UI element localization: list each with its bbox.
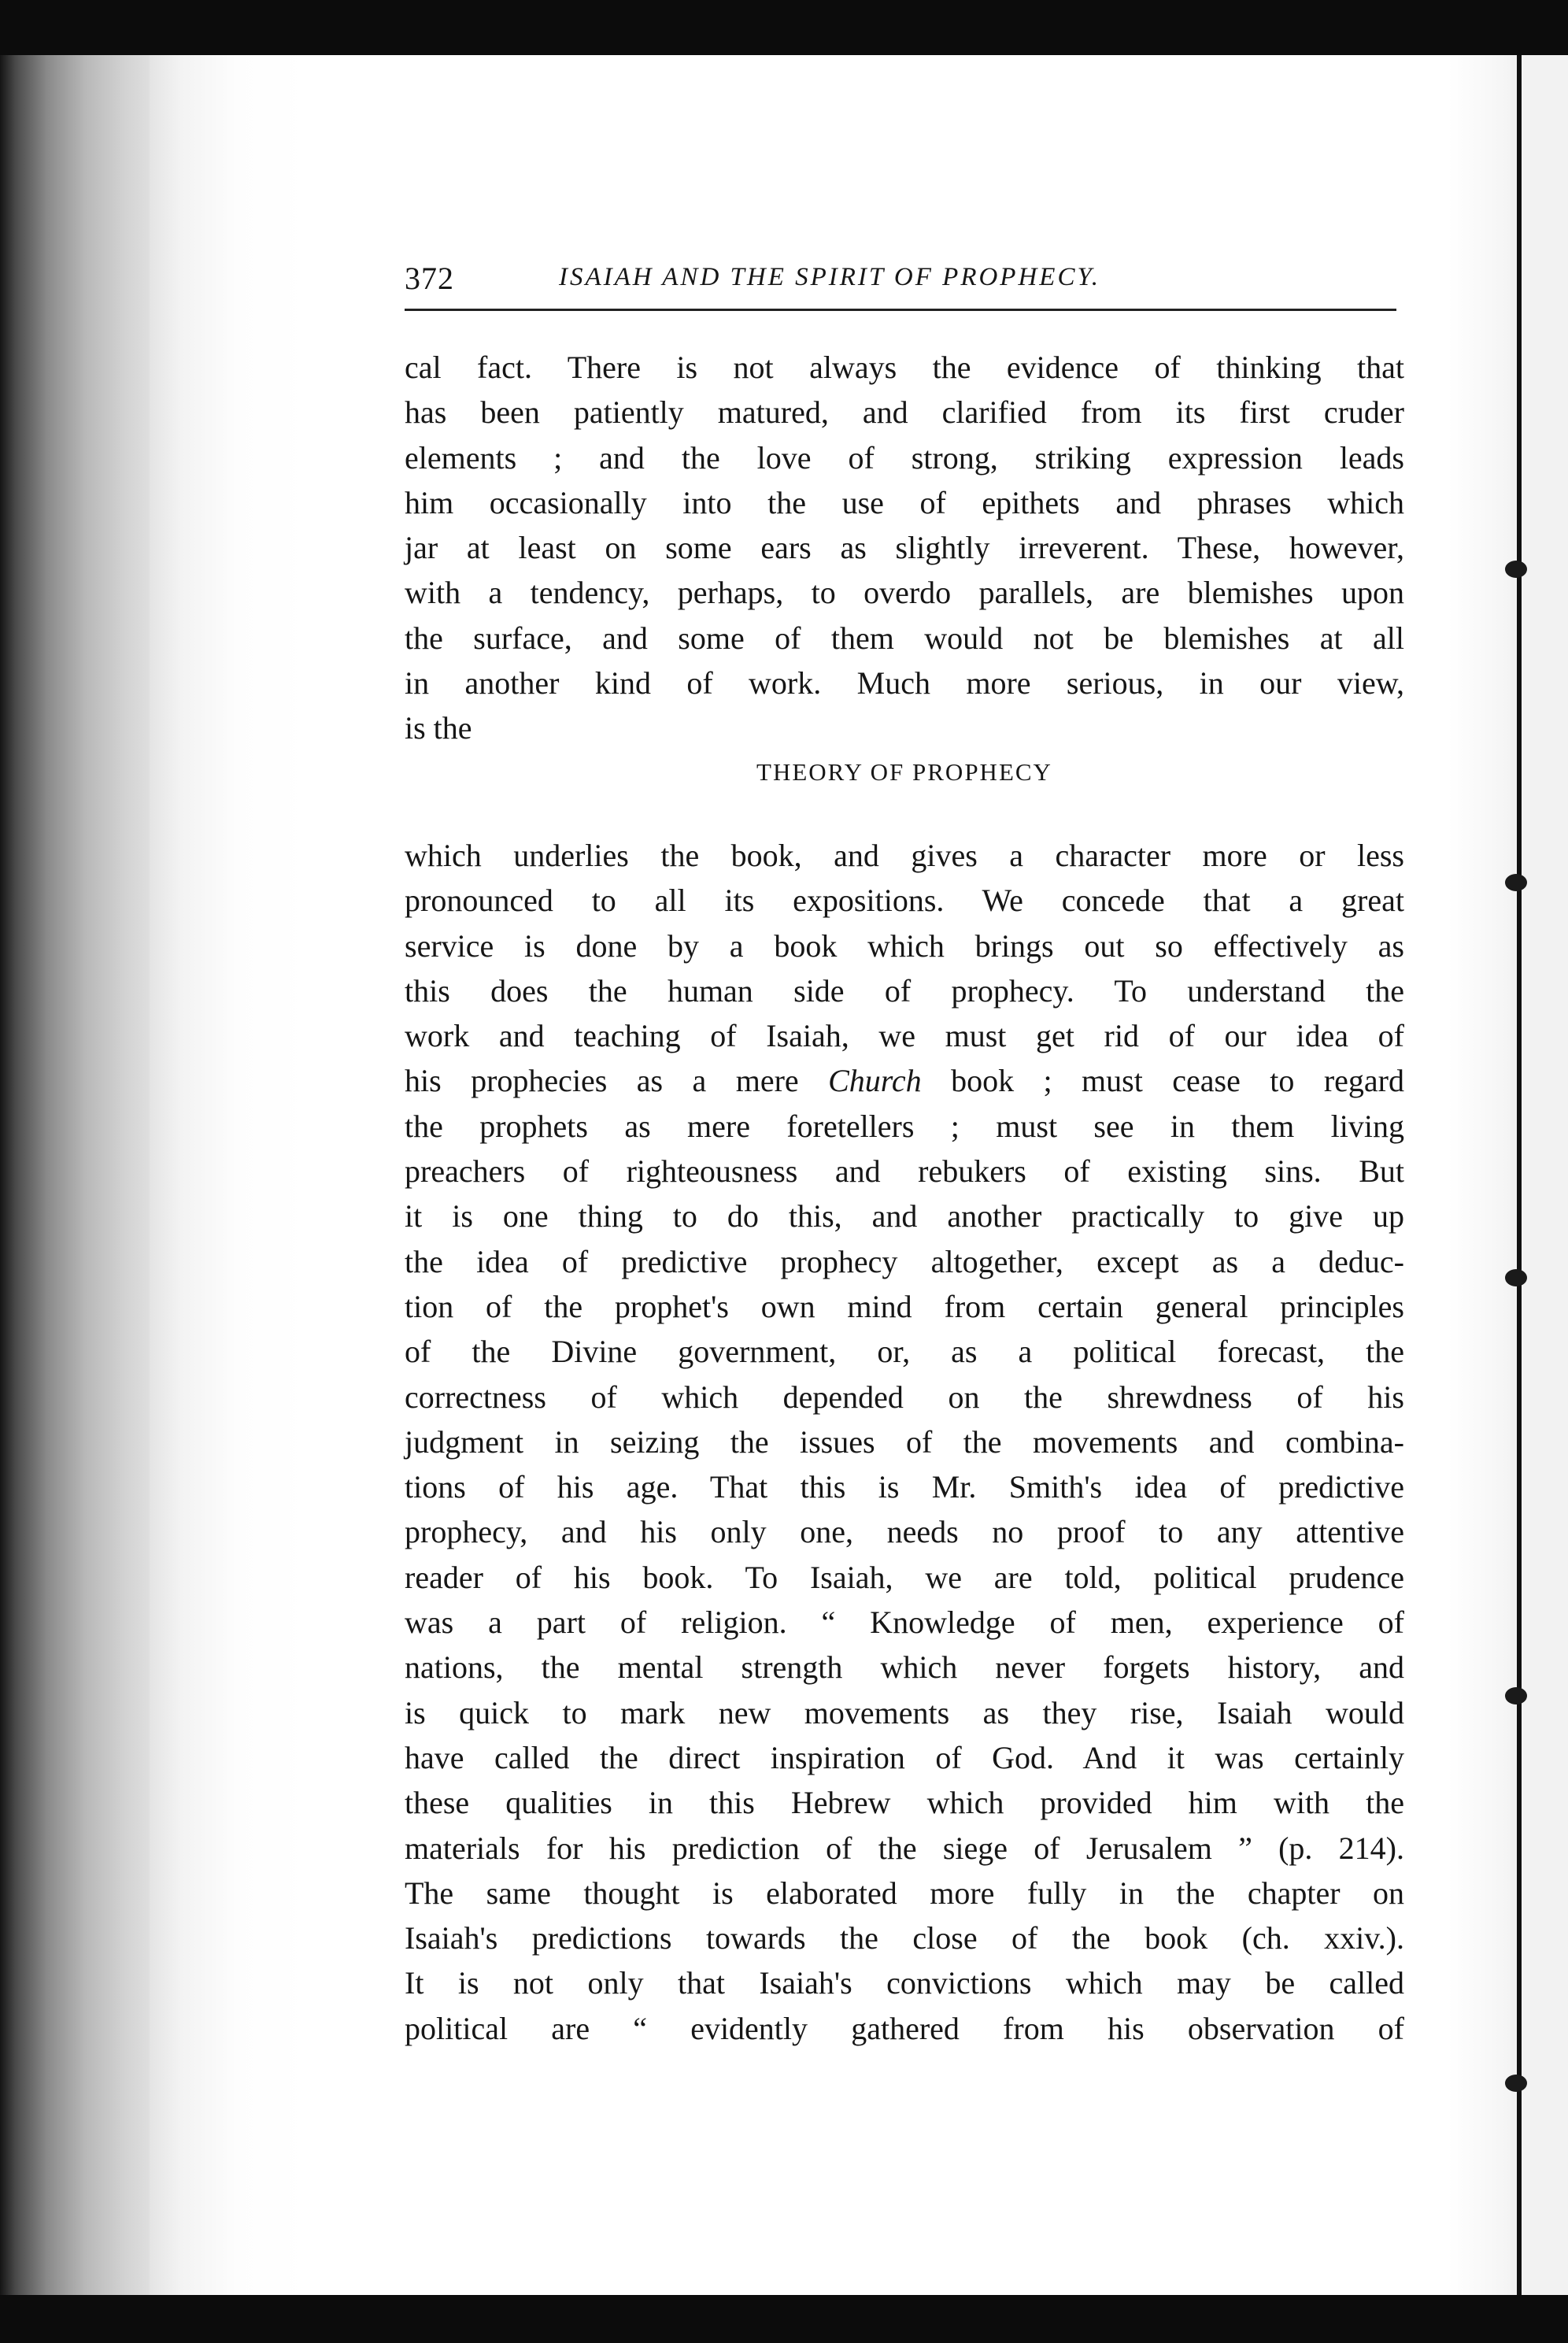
- text-line: cal fact. There is not always the evidence of thinking that: [405, 350, 1404, 385]
- text-line: which underlies the book, and gives a character more or less: [405, 838, 1404, 873]
- text-line: jar at least on some ears as slightly irreverent. These, however,: [405, 530, 1404, 566]
- text-line: this does the human side of prophecy. To understand the: [405, 972, 1404, 1009]
- scan-border-bottom: [0, 2295, 1568, 2343]
- text-line: is the: [405, 710, 472, 746]
- binding-stitch: [1505, 874, 1527, 891]
- text-line: The same thought is elaborated more fully in the chapter on: [405, 1875, 1404, 1911]
- text-line: political are “ evidently gathered from his observation of: [405, 2010, 1404, 2046]
- scan-border-top: [0, 0, 1568, 55]
- running-head-title: ISAIAH AND THE SPIRIT OF PROPHECY.: [559, 263, 1101, 291]
- text-line: of the Divine government, or, as a political forecast, the: [405, 1334, 1404, 1370]
- text-line: preachers of righteousness and rebukers of existing sins. But: [405, 1153, 1404, 1190]
- section-heading: THEORY OF PROPHECY: [756, 758, 1052, 786]
- text-line: the prophets as mere foretellers ; must see in them living: [405, 1108, 1404, 1144]
- text-line: the surface, and some of them would not be blemishes at all: [405, 620, 1404, 656]
- text-line: reader of his book. To Isaiah, we are told, political prudence: [405, 1559, 1404, 1595]
- text-line: has been patiently matured, and clarified from its first cruder: [405, 394, 1404, 431]
- text-line: the idea of predictive prophecy altogether, except as a deduc-: [405, 1243, 1404, 1279]
- text-line: elements ; and the love of strong, striking expression leads: [405, 439, 1404, 476]
- text-line: tions of his age. That this is Mr. Smith's idea of predictive: [405, 1469, 1404, 1505]
- text-line: prophecy, and his only one, needs no proof to any attentive: [405, 1514, 1404, 1550]
- text-line: Isaiah's predictions towards the close of the book (ch. xxiv.).: [405, 1920, 1404, 1956]
- text-line: nations, the mental strength which never forgets history, and: [405, 1649, 1404, 1686]
- text-line: is quick to mark new movements as they rise, Isaiah would: [405, 1694, 1404, 1730]
- text-line: correctness of which depended on the shrewdness of his: [405, 1379, 1404, 1415]
- binding-spine-line: [1517, 55, 1522, 2295]
- header-rule: [405, 309, 1396, 311]
- text-line: it is one thing to do this, and another practically to give up: [405, 1198, 1404, 1234]
- running-head: [405, 260, 1404, 307]
- binding-stitch: [1505, 1687, 1527, 1705]
- italic-word: Church: [828, 1063, 922, 1099]
- text-line: materials for his prediction of the siege of Jerusalem ” (p. 214).: [405, 1830, 1404, 1866]
- page-stack-edge: [0, 55, 157, 2295]
- text-line: work and teaching of Isaiah, we must get rid of our idea of: [405, 1018, 1404, 1054]
- text-line: pronounced to all its expositions. We concede that a great: [405, 883, 1404, 919]
- text-line: tion of the prophet's own mind from certain general principles: [405, 1288, 1404, 1324]
- text-line: have called the direct inspiration of God. And it was certainly: [405, 1739, 1404, 1775]
- text-line: judgment in seizing the issues of the movements and combina-: [405, 1423, 1404, 1460]
- text-line: in another kind of work. Much more serious, in our view,: [405, 665, 1404, 701]
- text-line: with a tendency, perhaps, to overdo parallels, are blemishes upon: [405, 575, 1404, 611]
- text-line: service is done by a book which brings out so effectively as: [405, 927, 1404, 964]
- page-number: 372: [405, 261, 454, 296]
- text-line: It is not only that Isaiah's convictions which may be called: [405, 1965, 1404, 2001]
- text-line: was a part of religion. “ Knowledge of men, experience of: [405, 1605, 1404, 1641]
- binding-stitch: [1505, 1269, 1527, 1286]
- paragraph-2: [405, 833, 1404, 2051]
- binding-stitch: [1505, 2075, 1527, 2092]
- text-line: these qualities in this Hebrew which provided him with the: [405, 1785, 1404, 1821]
- text-line: him occasionally into the use of epithets and phrases which: [405, 484, 1404, 520]
- binding-stitch: [1505, 561, 1527, 578]
- paragraph-1: [405, 345, 1404, 751]
- text-line: his prophecies as a mere Church book ; must cease to regard: [405, 1063, 1404, 1099]
